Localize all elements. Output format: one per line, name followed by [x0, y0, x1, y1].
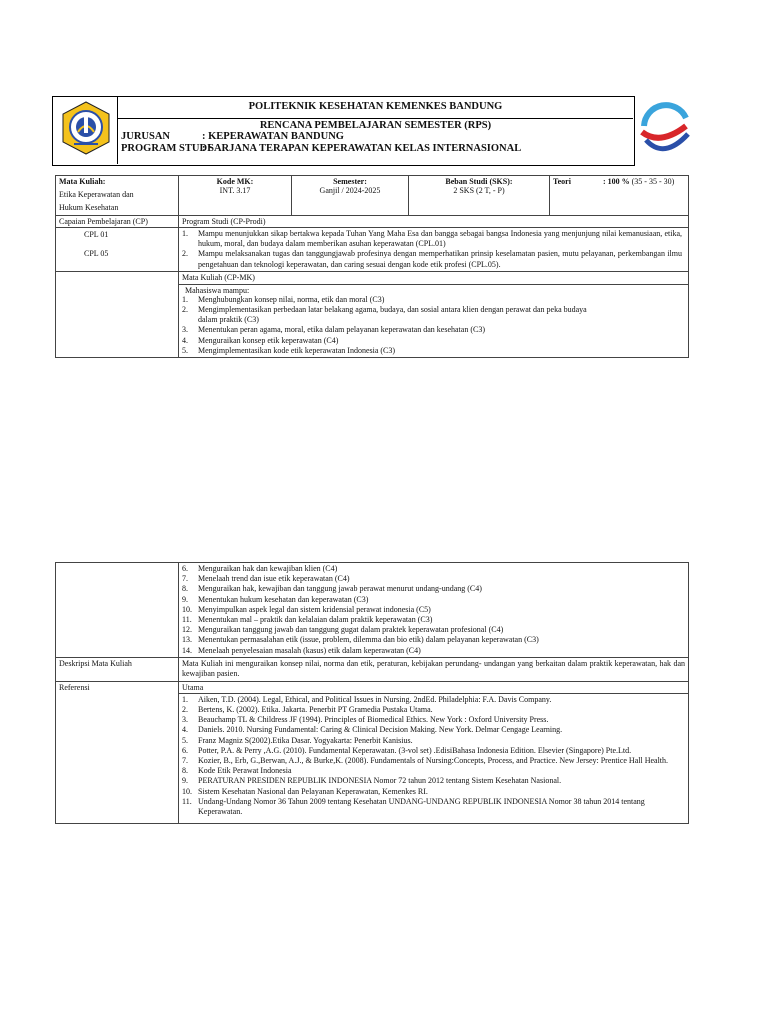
teori-label: Teori [553, 177, 571, 186]
cp-heading-row [56, 216, 689, 228]
item-number: 11. [182, 615, 192, 625]
list-item [182, 249, 682, 269]
referensi-heading: Utama [179, 681, 689, 693]
list-item [182, 715, 669, 725]
item-text: Menguraikan konsep etik keperawatan (C4) [198, 335, 339, 345]
cpl-list [182, 229, 682, 270]
cpl-codes [56, 228, 179, 272]
item-text: Kozier, B., Erb, G.,Berwan, A.J., & Burke,K. (2008). Fundamentals of Nursing:Concepts, Process, and Practice. New Jersey: Prentice Hall Health. [198, 756, 669, 766]
item-text: Undang-Undang Nomor 36 Tahun 2009 tentang Kesehatan UNDANG-UNDANG REPUBLIK INDONESIA Nomor 38 tahun 2014 tentang Keperawatan. [198, 796, 645, 817]
list-item [182, 295, 595, 305]
header-divider-inner [117, 118, 633, 119]
item-number: 6. [182, 745, 188, 755]
jurusan-label: JURUSAN [121, 131, 171, 142]
item-number: 8. [182, 766, 188, 776]
cpl-list-cell [179, 228, 689, 272]
item-text: Sistem Kesehatan Nasional dan Pelayanan Keperawatan, Kemenkes RI. [198, 786, 428, 796]
deskripsi-label: Deskripsi Mata Kuliah [56, 657, 179, 681]
list-item [182, 705, 669, 715]
item-text: Beauchamp TL & Childress JF (1994). Principles of Biomedical Ethics. New York : Oxford University Press. [198, 715, 549, 725]
cp-mk-continued-row [56, 563, 689, 658]
mk-label: Mata Kuliah: [59, 177, 106, 186]
cp-mk-list-continued [182, 564, 685, 656]
referensi-list-cell [179, 693, 689, 823]
item-number: 2. [182, 705, 188, 715]
jurusan-value: : KEPERAWATAN BANDUNG [202, 131, 344, 142]
item-number: 7. [182, 574, 188, 584]
item-text: Mengimplementasikan kode etik keperawatan Indonesia (C3) [198, 345, 396, 355]
list-item [182, 625, 685, 635]
item-number: 1. [182, 294, 188, 304]
item-text: Franz Magniz S(2002).Etika Dasar. Yogyakarta: Penerbit Kanisius. [198, 735, 413, 745]
item-text: Menentukan permasalahan etik (issue, problem, dilemma dan bio etik) dalam pelayanan keperawatan (C3) [198, 635, 539, 645]
cpl-code-2: CPL 05 [84, 249, 109, 258]
list-item [182, 797, 669, 817]
kode-label: Kode MK: [216, 177, 254, 186]
list-item [182, 695, 669, 705]
item-number: 10. [182, 786, 192, 796]
semester-label: Semester: [333, 177, 367, 186]
prodi-value: : SARJANA TERAPAN KEPERAWATAN KELAS INTERNASIONAL [202, 143, 522, 154]
cpl-row [56, 228, 689, 272]
item-text: Mengimplementasikan perbedaan latar belakang agama, budaya, dan sosial antara klien dengan perawat dan peka budaya dalam praktik (C3) [198, 305, 587, 325]
mk-value-1: Etika Keperawatan dan [59, 190, 134, 199]
list-item [182, 574, 685, 584]
cp-mk-continued-blank [56, 563, 179, 658]
beban-cell [409, 176, 550, 216]
item-text: Menguraikan hak, kewajiban dan tanggung jawab perawat menurut undang-undang (C4) [198, 584, 482, 594]
item-text: Menelaah penyelesaian masalah (kasus) etik dalam keperawatan (C4) [198, 645, 421, 655]
item-number: 4. [182, 335, 188, 345]
item-text: Kode Etik Perawat Indonesia [198, 766, 292, 776]
referensi-heading-row [56, 681, 689, 693]
cp-mk-heading: Mata Kuliah (CP-MK) [179, 271, 689, 284]
cpl-code-1: CPL 01 [84, 230, 109, 239]
cp-label: Capaian Pembelajaran (CP) [56, 216, 179, 228]
list-item [182, 336, 595, 346]
item-number: 1. [182, 694, 188, 704]
list-item [182, 615, 685, 625]
item-number: 7. [182, 756, 188, 766]
cp-mk-blank [56, 271, 179, 357]
deskripsi-text: Mata Kuliah ini menguraikan konsep nilai, norma dan etik, peraturan, kebijakan perundang- undangan yang berkaitan dalam praktik keperawatan, hak dan kewajiban pasien. [179, 657, 689, 681]
list-item [182, 605, 685, 615]
item-text: Menentukan mal – praktik dan kelalaian dalam praktik keperawatan (C3) [198, 615, 433, 625]
item-number: 6. [182, 564, 188, 573]
course-info-row [56, 176, 689, 216]
beban-value: 2 SKS (2 T, - P) [453, 186, 505, 195]
list-item [182, 564, 685, 574]
prodi-label: PROGRAM STUDI [121, 143, 212, 154]
item-number: 1. [182, 229, 188, 238]
kemenkes-logo [636, 96, 692, 160]
item-text: Menentukan hukum kesehatan dan keperawatan (C3) [198, 594, 369, 604]
list-item [182, 229, 682, 249]
list-item [182, 325, 595, 335]
item-number: 14. [182, 645, 192, 655]
list-item [182, 766, 669, 776]
kode-value: INT. 3.17 [219, 186, 251, 195]
item-number: 2. [182, 249, 188, 259]
item-text: PERATURAN PRESIDEN REPUBLIK INDONESIA Nomor 72 tahun 2012 tentang Sistem Kesehatan Nasional. [198, 776, 562, 786]
item-number: 5. [182, 345, 188, 355]
item-number: 10. [182, 604, 192, 614]
item-text: Aiken, T.D. (2004). Legal, Ethical, and Political Issues in Nursing. 2ndEd. Philadelphia: F.A. Davis Company. [198, 694, 552, 704]
referensi-label: Referensi [56, 681, 179, 823]
poltekkes-logo [60, 100, 112, 156]
list-item [182, 346, 595, 356]
item-text: Mampu melaksanakan tugas dan tanggungjawab profesinya dengan memperhatikan prinsip keselamatan pasien, mutu pelayanan, perkembangan ilmu pengetahuan dan teknologi keperawatan, dan caring sesuai dengan kode etik profesi (CPL.05). [198, 249, 682, 269]
item-number: 3. [182, 715, 188, 725]
list-item [182, 635, 685, 645]
item-number: 9. [182, 776, 188, 786]
beban-label: Beban Studi (SKS): [445, 177, 513, 186]
kode-cell [179, 176, 292, 216]
referensi-list [182, 695, 685, 817]
document-title: RENCANA PEMBELAJARAN SEMESTER (RPS) [259, 120, 492, 131]
item-number: 8. [182, 584, 188, 594]
item-number: 5. [182, 735, 188, 745]
list-item [182, 736, 669, 746]
cp-mk-list-cell [179, 284, 689, 357]
item-number: 11. [182, 796, 192, 806]
cp-mk-list [182, 295, 685, 356]
item-text: Daniels. 2010. Nursing Fundamental: Caring & Clinical Decision Making. New York. Delmar Cengage Learning. [198, 725, 563, 735]
item-number: 3. [182, 325, 188, 335]
rps-table-top [55, 175, 689, 358]
list-item [182, 584, 685, 594]
list-item [182, 595, 685, 605]
teori-cell [550, 176, 689, 216]
item-text: Bertens, K. (2002). Etika. Jakarta. Penerbit PT Gramedia Pustaka Utama. [198, 705, 433, 715]
semester-cell [292, 176, 409, 216]
item-text: Menguraikan hak dan kewajiban klien (C4) [198, 564, 338, 573]
list-item [182, 756, 669, 766]
institution-name: POLITEKNIK KESEHATAN KEMENKES BANDUNG [248, 101, 503, 112]
teori-detail: (35 - 35 - 30) [631, 177, 675, 186]
list-item [182, 776, 669, 786]
teori-value: : 100 % [602, 177, 630, 186]
mk-cell [56, 176, 179, 216]
item-text: Potter, P.A. & Perry ,A.G. (2010). Fundamental Keperawatan. (3-vol set) .EdisiBahasa Indonesia Edition. Elsevier (Singapore) Pte.Ltd. [198, 745, 632, 755]
cp-mk-row [56, 271, 689, 284]
list-item [182, 646, 685, 656]
item-text: Menghubungkan konsep nilai, norma, etik dan moral (C3) [198, 294, 385, 304]
semester-value: Ganjil / 2024-2025 [319, 186, 381, 195]
list-item [182, 746, 669, 756]
item-number: 12. [182, 625, 192, 635]
item-number: 9. [182, 594, 188, 604]
mk-value-2: Hukum Kesehatan [59, 203, 119, 212]
rps-table-bottom [55, 562, 689, 824]
item-text: Mampu menunjukkan sikap bertakwa kepada Tuhan Yang Maha Esa dan bangga sebagai bangsa Indonesia yang menjunjung nilai kemanusiaan, etika, hukum, moral, dan budaya dalam memberikan asuhan keperawatan (CPL.01) [198, 229, 682, 249]
item-text: Menguraikan tanggung jawab dan tanggung gugat dalam praktek keperawatan profesional (C4) [198, 625, 504, 635]
item-text: Menentukan peran agama, moral, etika dalam pelayanan keperawatan dan kesehatan (C3) [198, 325, 485, 335]
item-number: 4. [182, 725, 188, 735]
item-text: Menelaah trend dan isue etik keperawatan (C4) [198, 574, 350, 584]
list-item [182, 787, 669, 797]
cp-prodi-heading: Program Studi (CP-Prodi) [179, 216, 689, 228]
cp-mk-intro: Mahasiswa mampu: [185, 285, 250, 295]
cp-mk-continued-cell [179, 563, 689, 658]
deskripsi-row [56, 657, 689, 681]
item-number: 2. [182, 305, 188, 315]
list-item [182, 725, 669, 735]
list-item [182, 305, 595, 325]
item-text: Menyimpulkan aspek legal dan sistem kridensial perawat indonesia (C5) [198, 604, 431, 614]
item-number: 13. [182, 635, 192, 645]
